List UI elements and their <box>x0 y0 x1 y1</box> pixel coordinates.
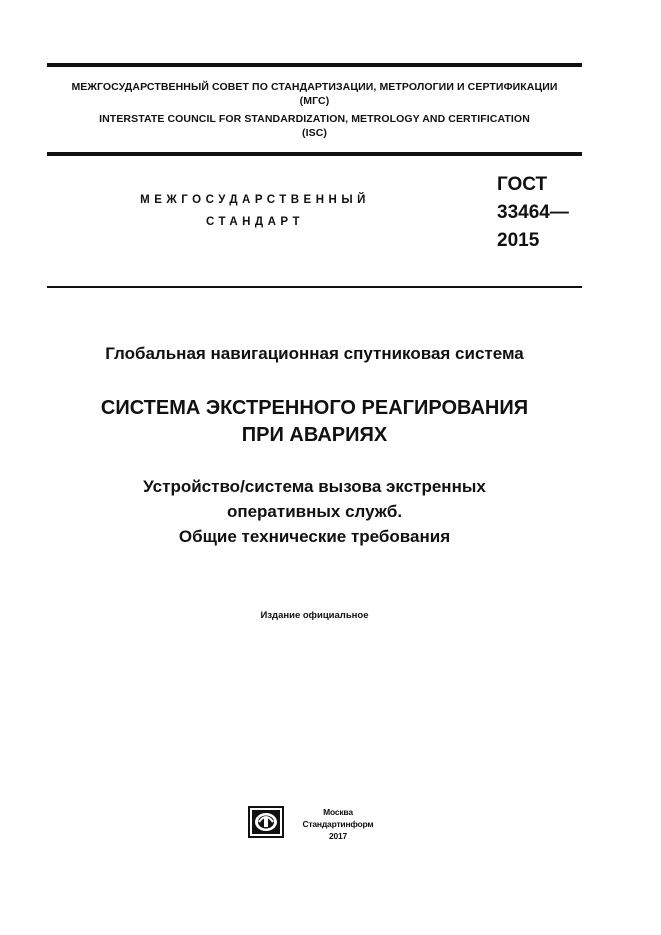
main-title <box>47 395 582 449</box>
standartinform-logo-icon <box>248 806 284 838</box>
council-en-name: INTERSTATE COUNCIL FOR STANDARDIZATION, METROLOGY AND CERTIFICATION <box>99 113 530 125</box>
middle-rule <box>47 152 582 156</box>
subtitle-line2: оперативных служб. <box>226 502 403 521</box>
main-title-line1: СИСТЕМА ЭКСТРЕННОГО РЕАГИРОВАНИЯ <box>100 397 529 419</box>
gost-code: ГОСТ <box>497 174 548 195</box>
bottom-rule <box>47 286 582 288</box>
council-en-abbr: (ISC) <box>302 127 327 139</box>
subtitle-line3: Общие технические требования <box>178 527 451 546</box>
publisher-city: Москва <box>323 807 353 817</box>
top-rule <box>47 63 582 67</box>
system-name: Глобальная навигационная спутниковая система <box>105 344 524 363</box>
standard-type-line2: СТАНДАРТ <box>206 216 304 228</box>
publisher-year: 2017 <box>328 831 348 841</box>
publisher-text <box>292 806 384 842</box>
council-en <box>47 112 582 140</box>
publisher-name: Стандартинформ <box>302 819 374 829</box>
standard-type-line1: МЕЖГОСУДАРСТВЕННЫЙ <box>140 194 370 206</box>
council-ru <box>47 80 582 108</box>
subtitle-line1: Устройство/система вызова экстренных <box>143 477 486 496</box>
main-title-line2: ПРИ АВАРИЯХ <box>241 424 388 446</box>
standard-type <box>120 189 390 233</box>
council-ru-name: МЕЖГОСУДАРСТВЕННЫЙ СОВЕТ ПО СТАНДАРТИЗАЦИИ, МЕТРОЛОГИИ И СЕРТИФИКАЦИИ <box>71 81 558 93</box>
edition-label: Издание официальное <box>260 610 369 621</box>
gost-designation <box>497 171 569 255</box>
gost-number: 33464— <box>497 202 569 223</box>
publisher-block <box>248 806 388 844</box>
gost-year: 2015 <box>497 230 540 251</box>
council-ru-abbr: (МГС) <box>299 95 330 107</box>
subtitle <box>47 474 582 549</box>
